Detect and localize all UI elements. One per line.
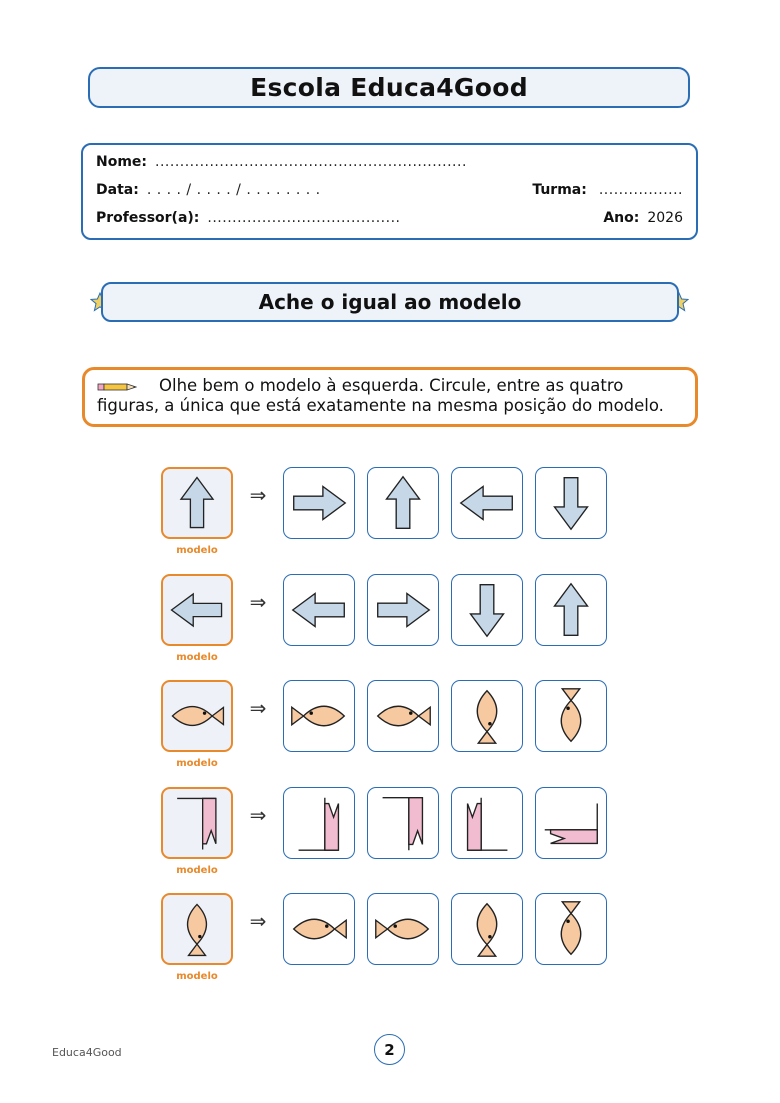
activity-header <box>101 282 679 322</box>
page-number-text: 2 <box>384 1040 395 1059</box>
fish-right-icon <box>163 682 231 750</box>
fish-right-icon <box>284 894 354 964</box>
class-label: Turma: <box>532 182 587 198</box>
arrow-left-icon <box>163 576 231 644</box>
arrow-left-icon <box>284 575 354 645</box>
footer-brand: Educa4Good <box>52 1046 122 1059</box>
option-figure[interactable] <box>283 680 355 752</box>
school-header <box>88 67 690 108</box>
model-figure <box>161 574 233 646</box>
name-label: Nome: <box>96 154 148 170</box>
student-info-box <box>81 143 698 240</box>
date-row <box>96 182 683 198</box>
model-figure <box>161 787 233 859</box>
model-caption: modelo <box>176 971 218 982</box>
fish-right-icon <box>368 681 438 751</box>
name-field[interactable]: ............................................................... <box>155 154 467 170</box>
option-figure[interactable] <box>367 574 439 646</box>
date-label: Data: <box>96 182 139 198</box>
arrow-right-icon <box>368 575 438 645</box>
option-figure[interactable] <box>535 787 607 859</box>
fish-left-icon <box>284 681 354 751</box>
flag-mirrored-icon <box>284 788 354 858</box>
flag-left-icon <box>536 788 606 858</box>
fish-up-icon <box>452 894 522 964</box>
arrow-left-icon <box>452 468 522 538</box>
option-figure[interactable] <box>283 574 355 646</box>
activity-title: Ache o igual ao modelo <box>258 290 522 314</box>
fish-down-icon <box>536 681 606 751</box>
option-figure[interactable] <box>283 467 355 539</box>
option-figure[interactable] <box>451 574 523 646</box>
date-field[interactable]: . . . . / . . . . / . . . . . . . . <box>146 182 321 198</box>
fish-up-icon <box>163 895 231 963</box>
fish-left-icon <box>368 894 438 964</box>
arrow-right-icon <box>284 468 354 538</box>
year-value: 2026 <box>647 210 683 226</box>
fish-down-icon <box>536 894 606 964</box>
option-figure[interactable] <box>535 467 607 539</box>
option-figure[interactable] <box>367 467 439 539</box>
model-caption: modelo <box>176 545 218 556</box>
option-figure[interactable] <box>451 787 523 859</box>
instruction-text: Olhe bem o modelo à esquerda. Circule, entre as quatro figuras, a única que está exatamente na mesma posição do modelo. <box>97 376 664 415</box>
flag-down-icon <box>163 789 231 857</box>
page-number <box>374 1034 405 1065</box>
model-caption: modelo <box>176 865 218 876</box>
arrow-up-icon <box>536 575 606 645</box>
school-title: Escola Educa4Good <box>250 73 528 102</box>
flag-down-icon <box>368 788 438 858</box>
option-figure[interactable] <box>283 787 355 859</box>
option-figure[interactable] <box>367 787 439 859</box>
model-caption: modelo <box>176 758 218 769</box>
implies-arrow-icon: ⇒ <box>249 696 267 720</box>
year-label: Ano: <box>603 210 640 226</box>
implies-arrow-icon: ⇒ <box>249 483 267 507</box>
instruction-box <box>82 367 698 427</box>
arrow-down-icon <box>452 575 522 645</box>
model-figure <box>161 680 233 752</box>
teacher-row <box>96 210 683 226</box>
implies-arrow-icon: ⇒ <box>249 803 267 827</box>
teacher-field[interactable]: ....................................... <box>207 210 401 226</box>
implies-arrow-icon: ⇒ <box>249 590 267 614</box>
option-figure[interactable] <box>451 680 523 752</box>
teacher-label: Professor(a): <box>96 210 200 226</box>
implies-arrow-icon: ⇒ <box>249 909 267 933</box>
arrow-up-icon <box>163 469 231 537</box>
option-figure[interactable] <box>367 893 439 965</box>
option-figure[interactable] <box>283 893 355 965</box>
name-row <box>96 154 683 170</box>
arrow-down-icon <box>536 468 606 538</box>
option-figure[interactable] <box>367 680 439 752</box>
model-figure <box>161 893 233 965</box>
option-figure[interactable] <box>451 893 523 965</box>
option-figure[interactable] <box>451 467 523 539</box>
option-figure[interactable] <box>535 680 607 752</box>
option-figure[interactable] <box>535 893 607 965</box>
option-figure[interactable] <box>535 574 607 646</box>
arrow-up-icon <box>368 468 438 538</box>
fish-up-icon <box>452 681 522 751</box>
pencil-icon <box>97 382 137 392</box>
model-figure <box>161 467 233 539</box>
model-caption: modelo <box>176 652 218 663</box>
class-field[interactable]: ................. <box>598 182 683 198</box>
flag-up-icon <box>452 788 522 858</box>
